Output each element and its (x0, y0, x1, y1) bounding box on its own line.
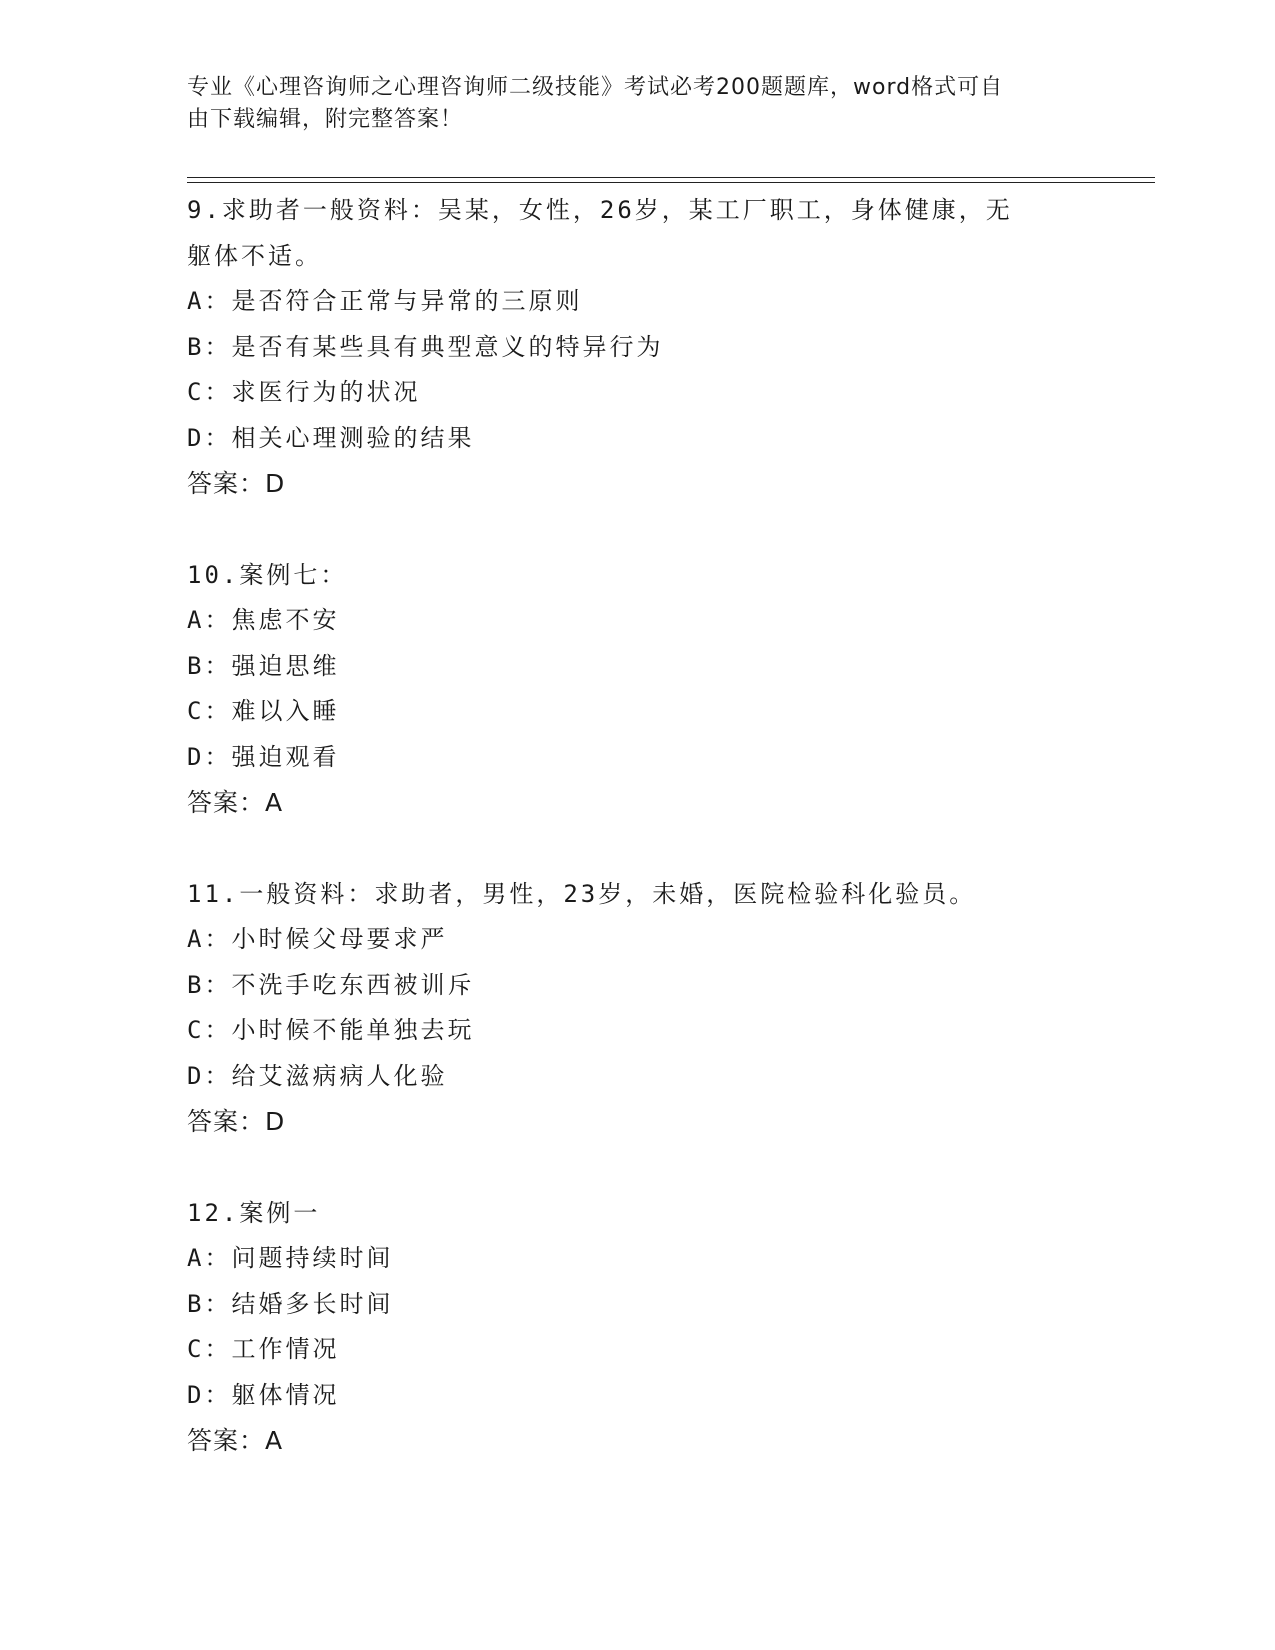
question-11 (187, 872, 1087, 1145)
header-line-1: 专业《心理咨询师之心理咨询师二级技能》考试必考200题题库，word格式可自 (187, 75, 1004, 100)
question-12 (187, 1191, 1087, 1464)
question-stem: 10.案例七： (187, 560, 348, 589)
question-stem: 9.求助者一般资料：吴某，女性，26岁，某工厂职工，身体健康，无 (187, 196, 1013, 224)
option-d: D：给艾滋病病人化验 (187, 1061, 448, 1090)
option-c: C：难以入睡 (187, 697, 340, 725)
answer: 答案：D (187, 469, 286, 498)
option-c: C：求医行为的状况 (187, 378, 421, 406)
option-d: D：强迫观看 (187, 742, 340, 771)
option-b: B：是否有某些具有典型意义的特异行为 (187, 332, 664, 361)
answer: 答案：A (187, 788, 284, 817)
question-9 (187, 188, 1087, 507)
header-line-2: 由下载编辑，附完整答案！ (187, 107, 464, 132)
question-stem: 12.案例一 (187, 1198, 321, 1227)
question-10 (187, 553, 1087, 826)
question-stem: 11.一般资料：求助者，男性，23岁，未婚，医院检验科化验员。 (187, 879, 977, 908)
option-a: A：问题持续时间 (187, 1244, 394, 1272)
answer: 答案：D (187, 1107, 286, 1136)
document-header (187, 72, 1067, 136)
header-divider-top (187, 177, 1155, 178)
option-d: D：躯体情况 (187, 1380, 340, 1409)
option-c: C：小时候不能单独去玩 (187, 1016, 475, 1044)
option-d: D：相关心理测验的结果 (187, 423, 475, 452)
option-a: A：是否符合正常与异常的三原则 (187, 287, 583, 315)
option-b: B：强迫思维 (187, 651, 340, 680)
header-divider-bottom (187, 182, 1155, 183)
answer: 答案：A (187, 1426, 284, 1455)
question-list (187, 188, 1087, 1510)
option-a: A：小时候父母要求严 (187, 925, 448, 953)
option-b: B：不洗手吃东西被训斥 (187, 970, 475, 999)
question-stem-continued: 躯体不适。 (187, 241, 322, 270)
option-a: A：焦虑不安 (187, 606, 340, 634)
option-b: B：结婚多长时间 (187, 1289, 394, 1318)
option-c: C：工作情况 (187, 1335, 340, 1363)
